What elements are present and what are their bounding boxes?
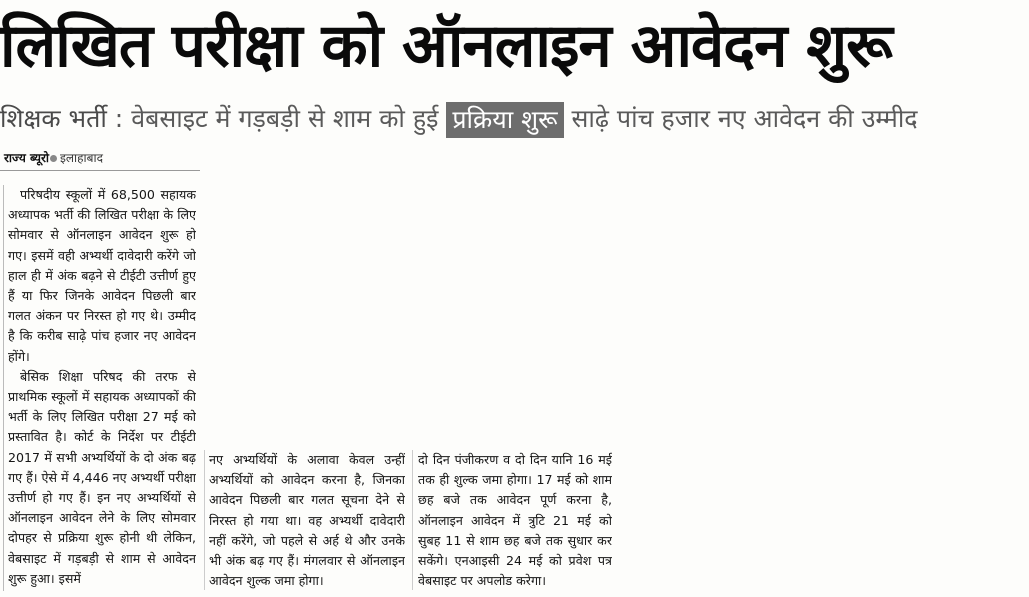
- paragraph-1: परिषदीय स्कूलों में 68,500 सहायक अध्यापक भर्ती की लिखित परीक्षा के लिए सोमवार से ऑनलाइन आवेदन शुरू हो गए। इसमें वही अभ्यर्थी दावेदारी करेंगे जो हाल ही में अंक बढ़ने से टीईटी उत्तीर्ण हुए हैं या फिर जिनके आवेदन पिछली बार गलत अंकन पर निरस्त हो गए थे। उम्मीद है कि करीब साढ़े पांच हजार नए आवेदन होंगे।: [8, 187, 196, 364]
- subhead-kicker: शिक्षक भर्ती: [0, 104, 107, 133]
- headline: लिखित परीक्षा को ऑनलाइन आवेदन शुरू: [0, 11, 892, 81]
- byline-dot-icon: [50, 155, 57, 162]
- column-divider: [412, 450, 413, 590]
- byline-divider: [0, 170, 200, 171]
- paragraph-3: नए अभ्यर्थियों के अलावा केवल उन्हीं अभ्यर्थियों को आवेदन करना है, जिनका आवेदन पिछली बार गलत सूचना देने से निरस्त हो गया था। वह अभ्यर्थी दावेदारी नहीं करेंगे, जो पहले से अर्ह थे और उनके भी अंक बढ़ गए हैं। मंगलवार से ऑनलाइन आवेदन शुल्क जमा होगा।: [209, 452, 405, 589]
- subhead-separator: :: [106, 104, 132, 133]
- subhead-highlight: प्रक्रिया शुरू: [446, 102, 563, 138]
- byline: [4, 148, 103, 168]
- subheadline: [0, 96, 1029, 142]
- column-divider: [204, 450, 205, 590]
- article-column-2: [209, 450, 405, 590]
- article-column-1: [3, 185, 196, 591]
- article-column-3: [418, 450, 612, 590]
- paragraph-2: बेसिक शिक्षा परिषद की तरफ से प्राथमिक स्कूलों में सहायक अध्यापकों की भर्ती के लिए लिखित परीक्षा 27 मई को प्रस्तावित है। कोर्ट के निर्देश पर टीईटी 2017 में सभी अभ्यर्थियों के दो अंक बढ़ गए हैं। ऐसे में 4,446 नए अभ्यर्थी परीक्षा उत्तीर्ण हो गए हैं। इन नए अभ्यर्थियों से ऑनलाइन आवेदन लेने के लिए सोमवार दोपहर से प्रक्रिया शुरू होनी थी लेकिन, वेबसाइट में गड़बड़ी से शाम से आवेदन शुरू हुआ। इसमें: [8, 368, 196, 586]
- byline-bureau: राज्य ब्यूरो: [4, 151, 50, 165]
- subhead-text-before: वेबसाइट में गड़बड़ी से शाम को हुई: [131, 104, 447, 133]
- subhead-text-after: साढ़े पांच हजार नए आवेदन की उम्मीद: [563, 104, 918, 133]
- byline-city: इलाहाबाद: [60, 151, 103, 165]
- paragraph-4: दो दिन पंजीकरण व दो दिन यानि 16 मई तक ही शुल्क जमा होगा। 17 मई को शाम छह बजे तक आवेदन पूर्ण करना है, ऑनलाइन आवेदन में त्रुटि 21 मई को सुबह 11 से शाम छह बजे तक सुधार कर सकेंगे। एनआइसी 24 मई को प्रवेश पत्र वेबसाइट पर अपलोड करेगा।: [418, 452, 612, 589]
